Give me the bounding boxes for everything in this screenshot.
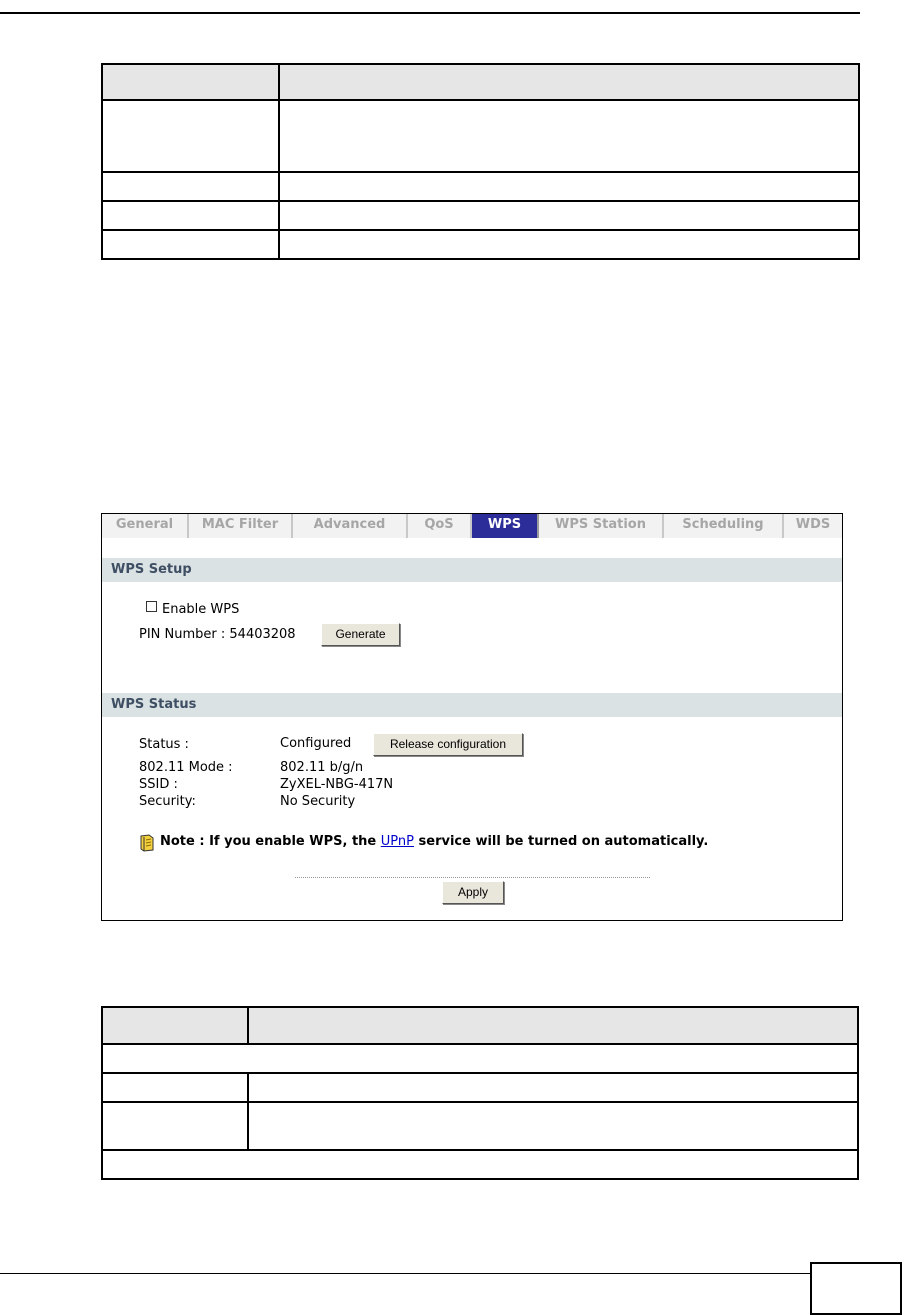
status-label: Status : (139, 737, 189, 752)
enable-wps-label: Enable WPS (162, 602, 240, 617)
tab-wps[interactable]: WPS (472, 514, 539, 538)
wps-screen (101, 513, 843, 921)
note-icon (138, 834, 156, 852)
enable-wps-checkbox[interactable] (146, 601, 157, 612)
generate-button[interactable]: Generate (321, 623, 400, 646)
field-description-table-bottom (101, 1006, 859, 1180)
wps-setup-heading: WPS Setup (102, 558, 842, 582)
tab-mac-filter[interactable]: MAC Filter (189, 514, 293, 538)
tab-advanced[interactable]: Advanced (293, 514, 408, 538)
table-header-row (102, 1007, 858, 1044)
wps-note (160, 834, 708, 849)
header-rule (0, 12, 860, 14)
footer-rule (0, 1273, 810, 1274)
table-row (102, 1102, 858, 1150)
upnp-link[interactable]: UPnP (380, 834, 414, 849)
security-label: Security: (139, 794, 196, 809)
ssid-value: ZyXEL-NBG-417N (280, 777, 394, 792)
divider (295, 877, 650, 878)
mode-label: 802.11 Mode : (139, 760, 233, 775)
apply-button[interactable]: Apply (442, 881, 504, 904)
table-row (102, 172, 859, 201)
release-configuration-button[interactable]: Release configuration (373, 733, 523, 756)
tab-qos[interactable]: QoS (408, 514, 472, 538)
tab-bar (102, 514, 842, 538)
page-number-box (810, 1262, 902, 1315)
note-prefix: Note : If you enable WPS, the (160, 834, 381, 849)
wps-status-heading: WPS Status (102, 693, 842, 717)
field-description-table-top (101, 63, 860, 260)
ssid-label: SSID : (139, 777, 178, 792)
tab-scheduling[interactable]: Scheduling (664, 514, 784, 538)
mode-value: 802.11 b/g/n (280, 760, 364, 775)
table-row (102, 201, 859, 230)
table-row (102, 230, 859, 259)
table-row (102, 1073, 858, 1102)
table-row (102, 100, 859, 172)
pin-number-label: PIN Number : 54403208 (139, 627, 296, 642)
tab-general[interactable]: General (102, 514, 189, 538)
tab-wds[interactable]: WDS (795, 517, 831, 532)
table-header-row (102, 64, 859, 100)
table-section-row (102, 1150, 858, 1179)
table-section-row (102, 1044, 858, 1073)
security-value: No Security (280, 794, 356, 809)
tab-wps-station[interactable]: WPS Station (539, 514, 664, 538)
status-value: Configured (280, 736, 352, 751)
note-suffix: service will be turned on automatically. (413, 834, 709, 849)
